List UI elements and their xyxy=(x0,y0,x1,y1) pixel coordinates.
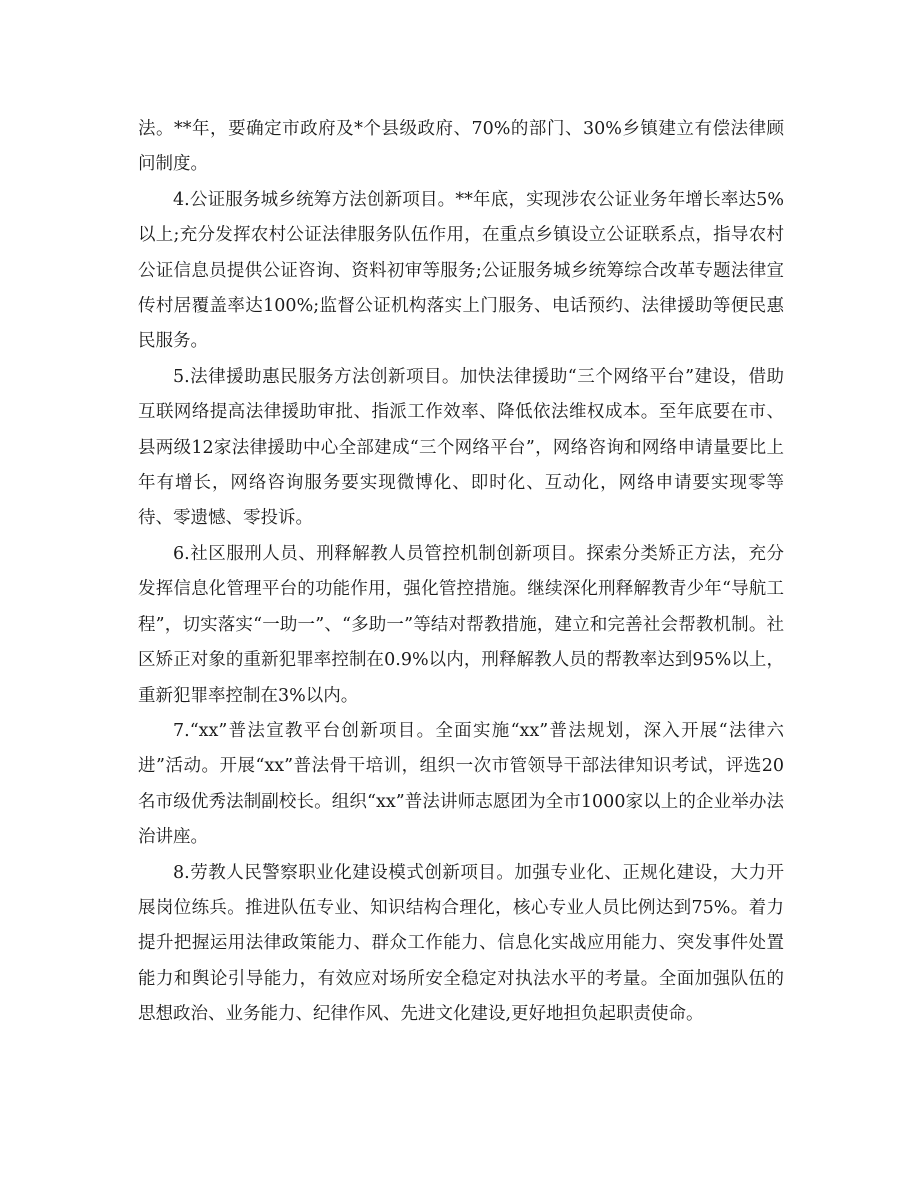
paragraph-law-advisor-continuation: 法。**年，要确定市政府及*个县级政府、70%的部门、30%乡镇建立有偿法律顾问制度。 xyxy=(138,119,784,175)
paragraph-community-correction: 6.社区服刑人员、刑释解教人员管控机制创新项目。探索分类矫正方法，充分发挥信息化管理平台的功能作用，强化管控措施。继续深化刑释解教青少年“导航工程”，切实落实“一助一”、“多助一”等结对帮教措施，建立和完善社会帮教机制。社区矫正对象的重新犯罪率控制在0.9%以内，刑释解教人员的帮教率达到95%以上，重新犯罪率控制在3%以内。 xyxy=(138,543,784,706)
paragraph-police-professionalization: 8.劳教人民警察职业化建设模式创新项目。加强专业化、正规化建设，大力开展岗位练兵。推进队伍专业、知识结构合理化，核心专业人员比例达到75%。着力提升把握运用法律政策能力、群众工作能力、信息化实战应用能力、突发事件处置能力和舆论引导能力，有效应对场所安全稳定对执法水平的考量。全面加强队伍的思想政治、业务能力、纪律作风、先进文化建设,更好地担负起职责使命。 xyxy=(138,862,784,1025)
document-body xyxy=(138,112,784,1033)
paragraph-legal-aid: 5.法律援助惠民服务方法创新项目。加快法律援助“三个网络平台”建设，借助互联网络提高法律援助审批、指派工作效率、降低依法维权成本。至年底要在市、县两级12家法律援助中心全部建成“三个网络平台”，网络咨询和网络申请量要比上年有增长，网络咨询服务要实现微博化、即时化、互动化，网络申请要实现零等待、零遗憾、零投诉。 xyxy=(138,366,784,529)
paragraph-notary-service: 4.公证服务城乡统筹方法创新项目。**年底，实现涉农公证业务年增长率达5%以上;充分发挥农村公证法律服务队伍作用，在重点乡镇设立公证联系点，指导农村公证信息员提供公证咨询、资料初审等服务;公证服务城乡统筹综合改革专题法律宣传村居覆盖率达100%;监督公证机构落实上门服务、电话预约、法律援助等便民惠民服务。 xyxy=(138,189,784,352)
paragraph-law-popularization: 7.“xx”普法宣教平台创新项目。全面实施“xx”普法规划，深入开展“法律六进”活动。开展“xx”普法骨干培训，组织一次市管领导干部法律知识考试，评选20名市级优秀法制副校长。组织“xx”普法讲师志愿团为全市1000家以上的企业举办法治讲座。 xyxy=(138,720,784,848)
